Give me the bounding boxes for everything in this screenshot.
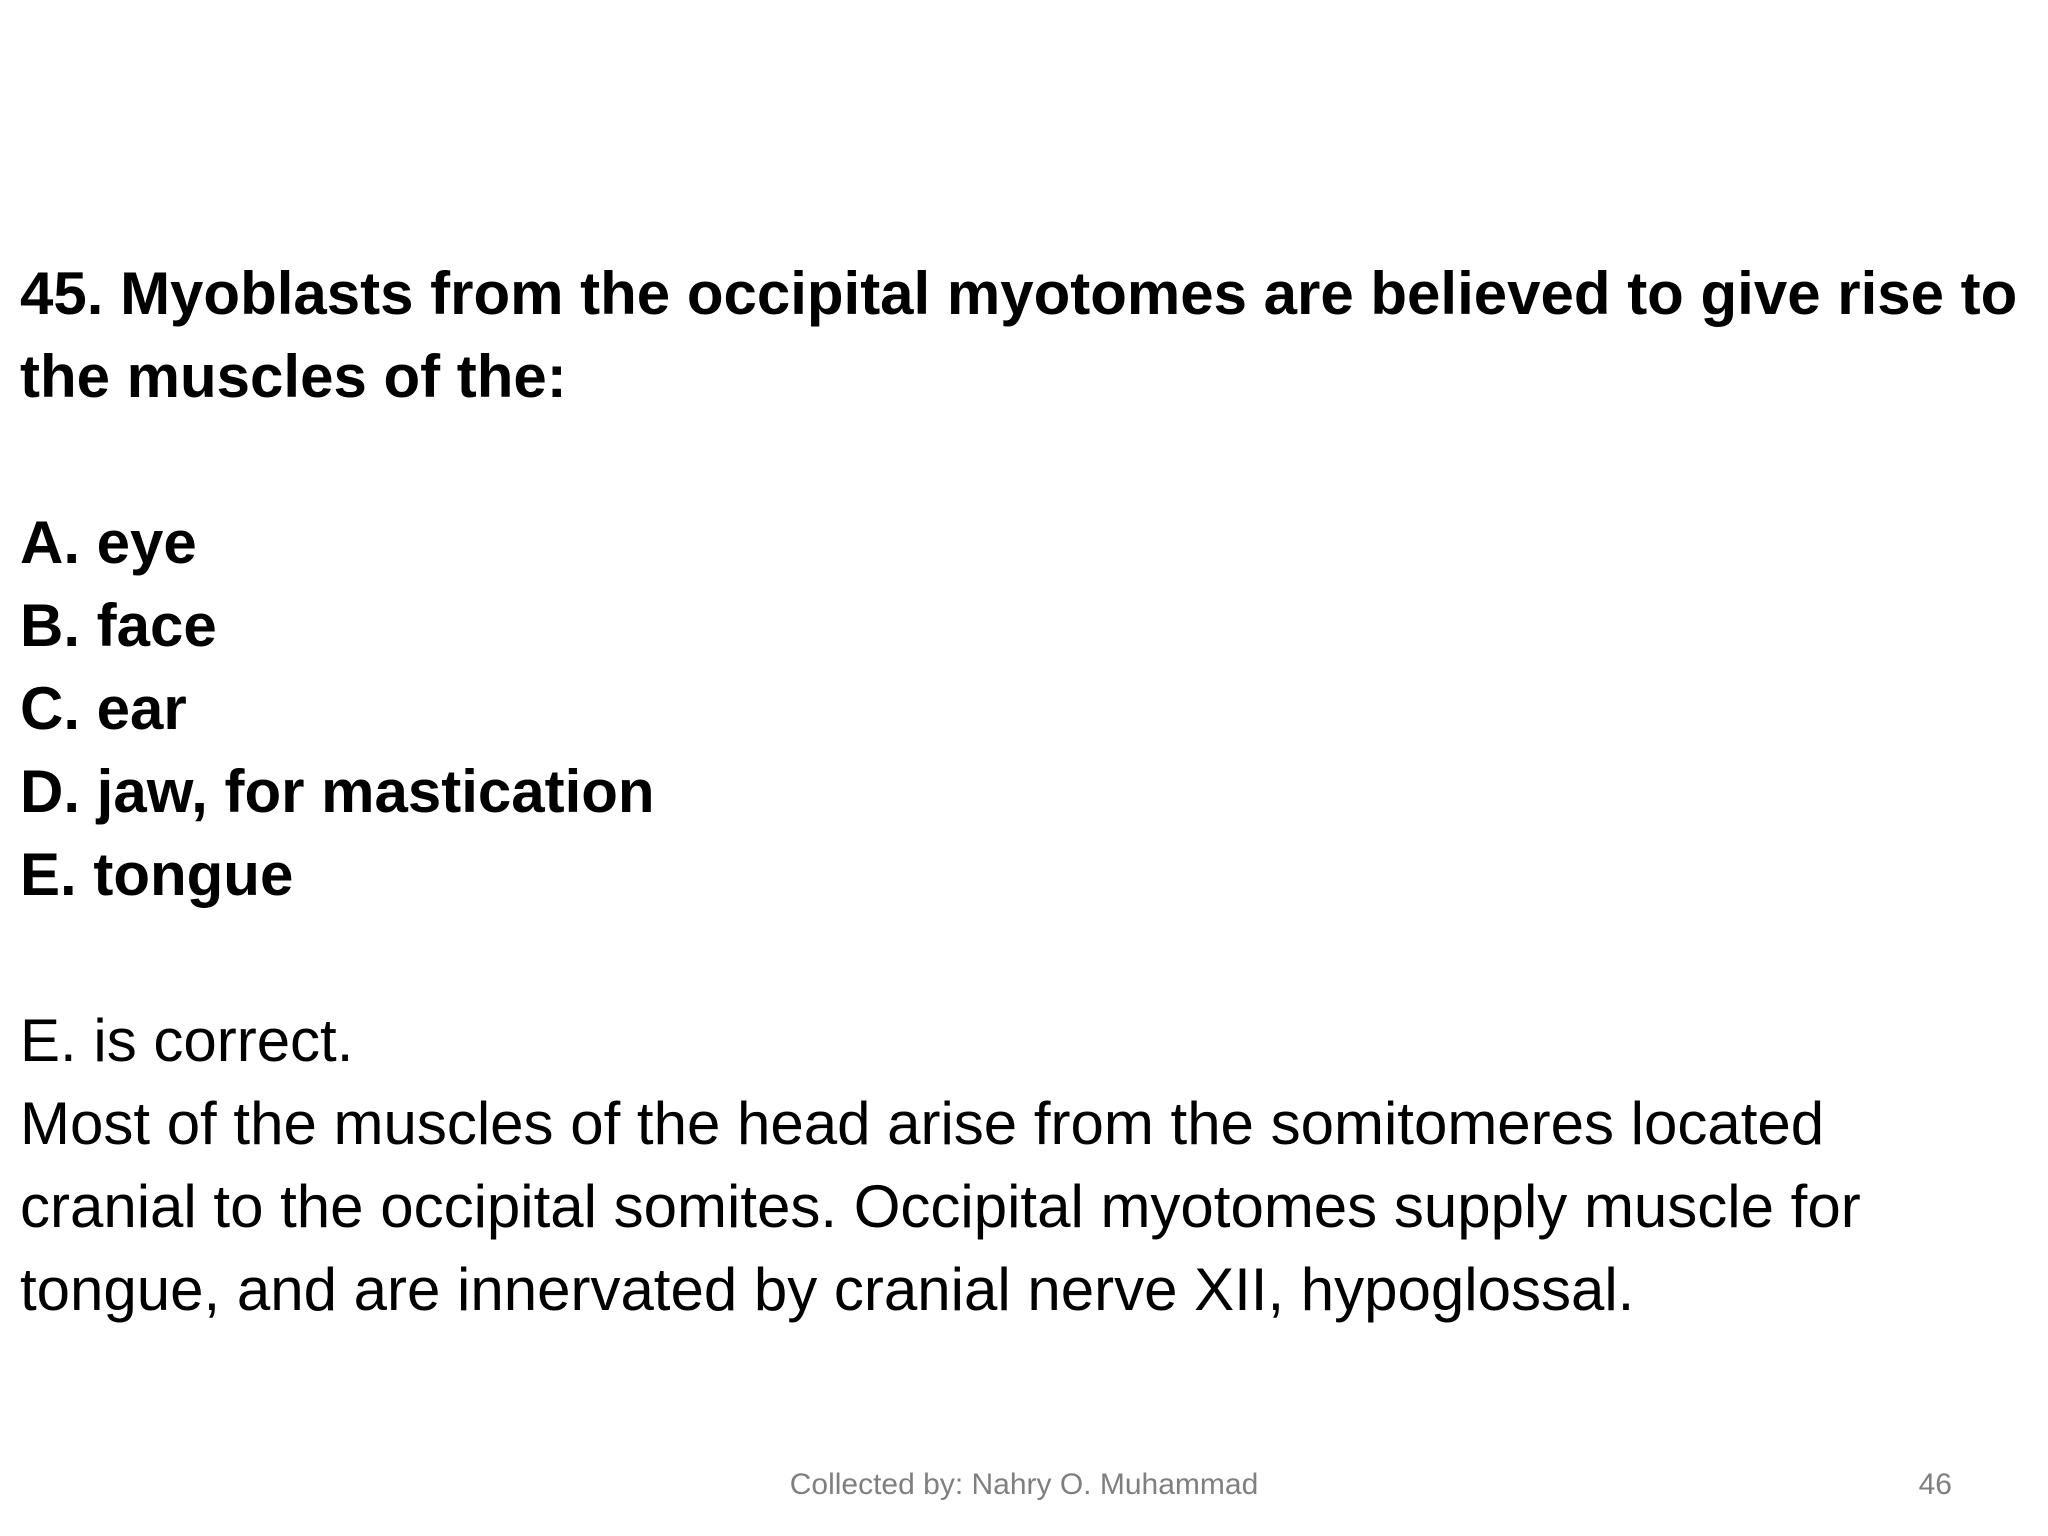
explanation-line: cranial to the occipital somites. Occipital myotomes supply muscle for — [20, 1173, 1861, 1240]
option-e: E. tongue — [20, 841, 294, 908]
question-line: the muscles of the: — [20, 343, 567, 410]
page-number: 46 — [1918, 1468, 1952, 1501]
option-c: C. ear — [20, 675, 187, 742]
option-d: D. jaw, for mastication — [20, 758, 655, 825]
option-b: B. face — [20, 592, 217, 659]
explanation-line: tongue, and are innervated by cranial nerve XII, hypoglossal. — [20, 1256, 1635, 1323]
explanation-line: Most of the muscles of the head arise from the somitomeres located — [20, 1090, 1825, 1157]
answer-options — [20, 501, 2030, 916]
question-text — [20, 252, 2030, 418]
footer-credit: Collected by: Nahry O. Muhammad — [789, 1468, 1259, 1501]
answer-verdict: E. is correct. — [20, 1007, 354, 1074]
slide-content — [20, 252, 2030, 1331]
option-a: A. eye — [20, 509, 197, 576]
question-line: 45. Myoblasts from the occipital myotomes are believed to give rise to — [20, 260, 2018, 327]
answer-section — [20, 999, 2030, 1331]
